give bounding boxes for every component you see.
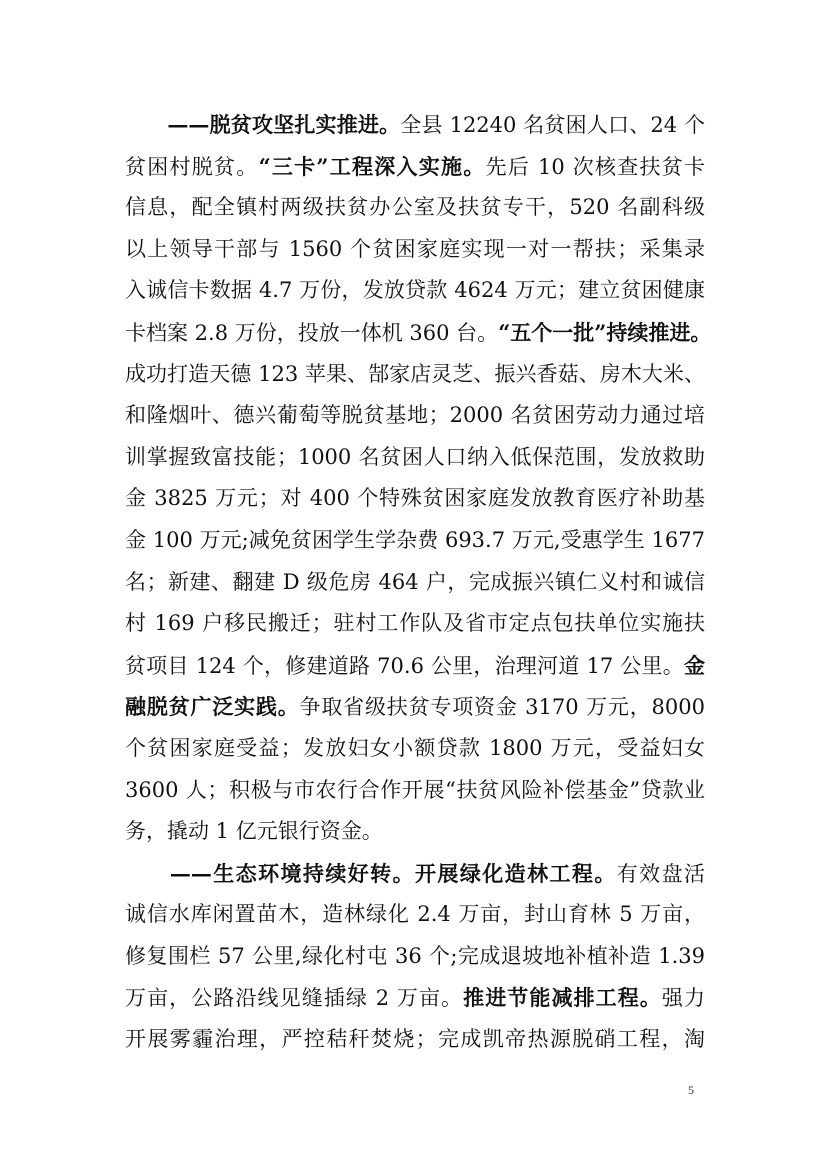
text-line <box>125 853 705 895</box>
text-line <box>125 229 705 271</box>
text-line <box>125 1019 705 1061</box>
text-segment: 3600 人；积极与市农行合作开展“扶贫风险补偿基金”贷款业 <box>125 777 705 802</box>
text-segment: 入诚信卡数据 4.7 万份，发放贷款 4624 万元；建立贫困健康 <box>125 278 705 303</box>
text-segment: 金 3825 万元；对 400 个特殊贫困家庭发放教育医疗补助基 <box>125 486 705 511</box>
text-line <box>125 645 705 687</box>
text-line <box>125 770 705 812</box>
text-line <box>125 312 712 354</box>
text-segment: 以上领导干部与 1560 个贫困家庭实现一对一帮扶；采集录 <box>125 236 705 261</box>
text-segment: 名；新建、翻建 D 级危房 464 户，完成振兴镇仁义村和诚信 <box>125 569 705 594</box>
text-segment: 信息，配全镇村两级扶贫办公室及扶贫专干，520 名副科级 <box>125 195 705 220</box>
bold-heading-phrase: 推进节能减排工程。 <box>463 985 662 1011</box>
text-segment: 先后 10 次核查扶贫卡 <box>485 154 705 179</box>
bold-heading-phrase: 融脱贫广泛实践。 <box>125 694 300 720</box>
text-segment: 全县 12240 名贫困人口、24 个 <box>400 113 706 137</box>
text-segment: 强力 <box>661 986 706 1011</box>
text-line <box>125 478 705 520</box>
text-line <box>125 603 705 645</box>
text-segment: 务，撬动 1 亿元银行资金。 <box>125 819 383 844</box>
text-line <box>125 936 705 978</box>
text-segment: 贫项目 124 个，修建道路 70.6 公里，治理河道 17 公里。 <box>125 653 684 678</box>
text-segment: 贫困村脱贫。 <box>125 154 259 179</box>
bold-heading-phrase: “三卡”工程深入实施。 <box>258 153 486 179</box>
bold-heading-phrase: ——脱贫攻坚扎实推进。 <box>125 112 401 137</box>
bold-heading-phrase: ——生态环境持续好转。开展绿化造林工程。 <box>125 860 617 886</box>
text-line <box>125 894 705 936</box>
text-line <box>125 520 705 562</box>
text-segment: 开展雾霾治理，严控秸秆焚烧；完成凯帝热源脱硝工程，淘 <box>125 1027 705 1052</box>
body-text <box>125 104 712 1061</box>
text-line <box>125 728 705 770</box>
text-line <box>125 354 705 396</box>
text-line <box>125 104 705 146</box>
text-segment: 金 100 万元;减免贫困学生学杂费 693.7 万元,受惠学生 1677 <box>125 527 705 552</box>
text-segment: 有效盘活 <box>616 861 705 886</box>
text-line <box>125 270 705 312</box>
page-number: 5 <box>688 1083 694 1097</box>
bold-heading-phrase: 金 <box>684 652 705 678</box>
text-line <box>125 977 705 1019</box>
text-segment: 个贫困家庭受益；发放妇女小额贷款 1800 万元，受益妇女 <box>125 735 705 760</box>
text-line <box>125 811 705 853</box>
text-line <box>125 686 705 728</box>
text-segment: 万亩，公路沿线见缝插绿 2 万亩。 <box>125 986 464 1011</box>
text-segment: 村 169 户移民搬迁；驻村工作队及省市定点包扶单位实施扶 <box>125 611 705 636</box>
text-segment: 争取省级扶贫专项资金 3170 万元，8000 <box>299 695 705 720</box>
text-segment: 卡档案 2.8 万份，投放一体机 360 台。 <box>125 320 499 345</box>
text-line <box>125 187 705 229</box>
text-segment: 成功打造天德 123 苹果、郜家店灵芝、振兴香菇、房木大米、 <box>125 361 705 386</box>
text-segment: 修复围栏 57 公里,绿化村屯 36 个;完成退坡地补植补造 1.39 <box>125 943 705 968</box>
text-segment: 和隆烟叶、德兴葡萄等脱贫基地；2000 名贫困劳动力通过培 <box>125 403 705 428</box>
text-segment: 训掌握致富技能；1000 名贫困人口纳入低保范围，发放救助 <box>125 444 705 469</box>
text-segment: 诚信水库闲置苗木，造林绿化 2.4 万亩，封山育林 5 万亩， <box>125 902 705 927</box>
text-line <box>125 562 705 604</box>
text-line <box>125 437 705 479</box>
text-line <box>125 395 705 437</box>
bold-heading-phrase: “五个一批”持续推进。 <box>498 319 712 345</box>
text-line <box>125 146 705 188</box>
